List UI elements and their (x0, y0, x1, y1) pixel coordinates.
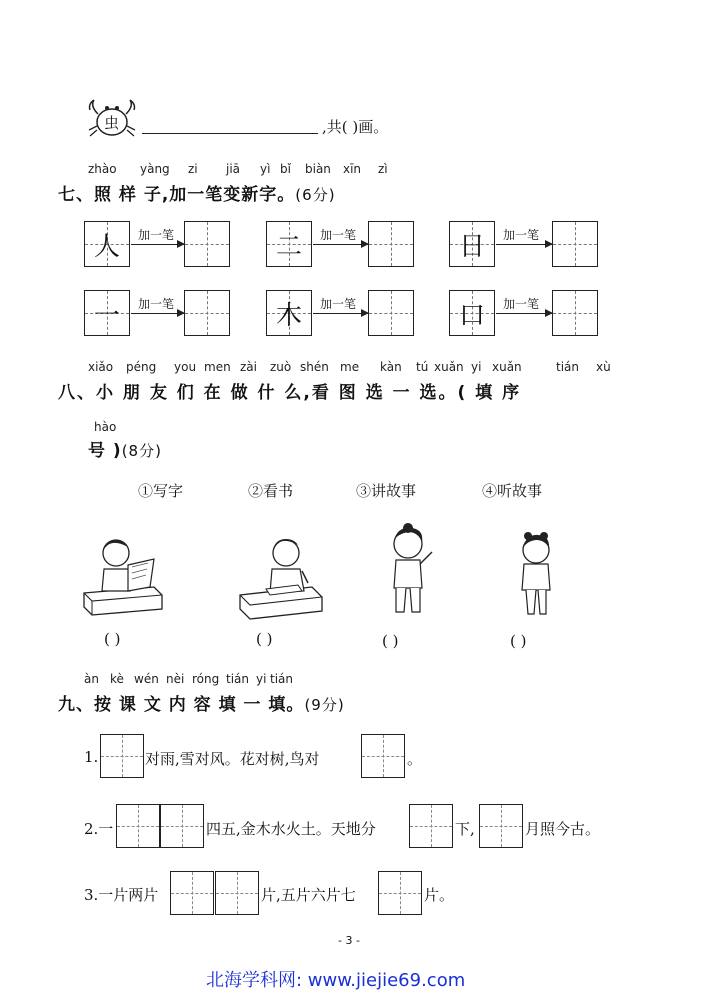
q9-line2-text3: 月照今古。 (525, 820, 601, 838)
fill-box[interactable] (116, 804, 160, 848)
arrow-label: 加一笔 (503, 297, 540, 311)
fill-box[interactable] (409, 804, 453, 848)
option-1: ①写字 (138, 482, 184, 500)
child-writing-illustration (236, 535, 331, 629)
answer-paren-2[interactable]: ( ) (256, 630, 273, 648)
answer-paren-4[interactable]: ( ) (510, 632, 527, 650)
child-listening-illustration (508, 526, 563, 628)
q9-title: 九、按 课 文 内 容 填 一 填。(9分) (58, 695, 345, 715)
option-3: ③讲故事 (356, 482, 417, 500)
arrow (313, 313, 368, 314)
source-char-box: 二 (266, 221, 312, 267)
q9-line2-text: 四五,金木水火土。天地分 (206, 820, 376, 838)
answer-box[interactable] (184, 290, 230, 336)
q9-line1-end: 。 (407, 750, 423, 768)
answer-box[interactable] (368, 221, 414, 267)
arrow (131, 313, 184, 314)
fill-box[interactable] (160, 804, 204, 848)
answer-box[interactable] (552, 290, 598, 336)
q9-line1-num: 1. (84, 748, 99, 766)
source-char-box: 一 (84, 290, 130, 336)
fill-box[interactable] (479, 804, 523, 848)
answer-box[interactable] (368, 290, 414, 336)
source-char-box: 口 (449, 290, 495, 336)
arrow-label: 加一笔 (320, 297, 357, 311)
page-number: - 3 - (338, 934, 360, 947)
arrow (131, 244, 184, 245)
q7-title: 七、照 样 子,加一笔变新字。(6分) (58, 185, 336, 205)
arrow-label: 加一笔 (503, 228, 540, 242)
arrow (496, 244, 552, 245)
answer-line[interactable] (142, 133, 318, 134)
fill-box[interactable] (361, 734, 405, 778)
fill-box[interactable] (215, 871, 259, 915)
q9-line2-text2: 下, (455, 820, 475, 838)
option-2: ②看书 (248, 482, 294, 500)
child-telling-story-illustration (378, 522, 438, 626)
fill-box[interactable] (378, 871, 422, 915)
arrow-label: 加一笔 (138, 228, 175, 242)
option-4: ④听故事 (482, 482, 543, 500)
q9-line3-num: 3.一片两片 (84, 886, 159, 904)
child-reading-illustration (80, 535, 170, 624)
q9-pinyin: àn kè wén nèi róng tián yi tián (84, 672, 293, 686)
answer-box[interactable] (184, 221, 230, 267)
arrow-label: 加一笔 (138, 297, 175, 311)
stroke-count-text: ,共( )画。 (322, 118, 389, 136)
q9-line1-text: 对雨,雪对风。花对树,鸟对 (145, 750, 320, 768)
fill-box[interactable] (100, 734, 144, 778)
fill-box[interactable] (170, 871, 214, 915)
arrow (313, 244, 368, 245)
arrow (496, 313, 552, 314)
q8-title-line1: 八、小 朋 友 们 在 做 什 么,看 图 选 一 选。( 填 序 (58, 383, 522, 403)
q8-pinyin-line2: hào (94, 420, 117, 434)
q9-line3-end: 片。 (424, 886, 455, 904)
q9-line3-text: 片,五片六片七 (261, 886, 356, 904)
q8-pinyin-line1: xiǎo péng you men zài zuò shén me kàn tú xuǎn yi xuǎn tián xù (88, 360, 611, 374)
crab-char: 虫 (104, 114, 120, 132)
source-char-box: 人 (84, 221, 130, 267)
watermark-footer: 北海学科网: www.jiejie69.com (206, 970, 466, 991)
answer-paren-1[interactable]: ( ) (104, 630, 121, 648)
answer-paren-3[interactable]: ( ) (382, 632, 399, 650)
source-char-box: 木 (266, 290, 312, 336)
q9-line2-num: 2.一 (84, 820, 114, 838)
arrow-label: 加一笔 (320, 228, 357, 242)
source-char-box: 日 (449, 221, 495, 267)
answer-box[interactable] (552, 221, 598, 267)
q8-title-line2: 号 )(8分) (88, 441, 162, 461)
